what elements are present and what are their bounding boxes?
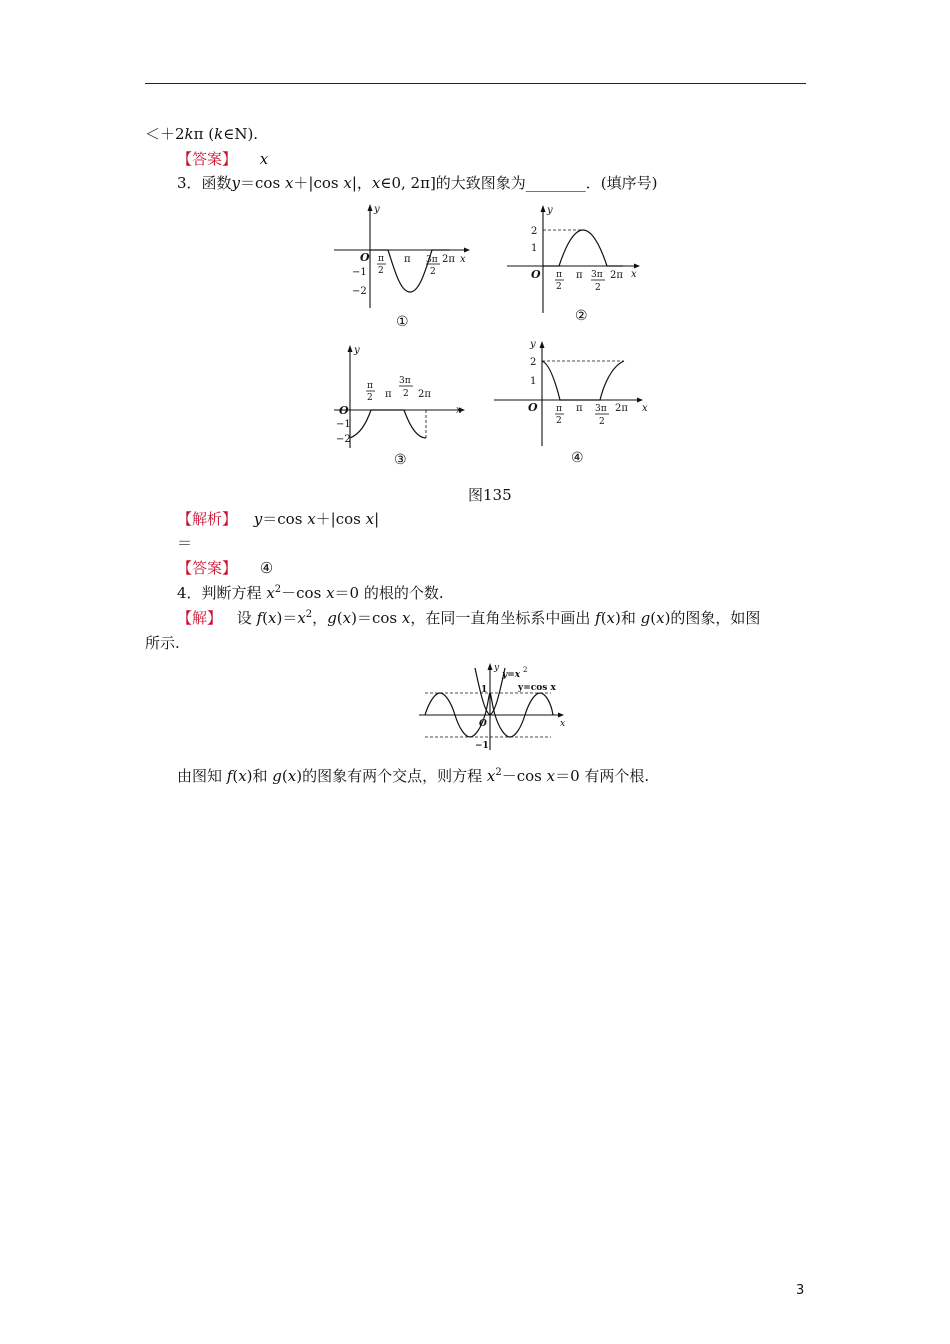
question-3: [177, 173, 658, 193]
origin-label: O: [479, 719, 487, 729]
axis-label-x: x: [460, 254, 466, 265]
axis-label-y: y: [530, 339, 536, 350]
superscript: 2: [523, 666, 528, 674]
text-var: x: [342, 609, 352, 627]
tick-label: π: [378, 254, 384, 264]
analysis-line: [177, 509, 379, 529]
text-var: x: [365, 510, 375, 528]
solution-line-2: 所示.: [145, 634, 180, 652]
text-fragment: ＋|cos: [293, 174, 344, 192]
graph-4: [490, 338, 660, 468]
tick-label: 2: [556, 416, 562, 426]
tick-label: π: [367, 381, 373, 391]
origin-label: O: [360, 251, 370, 264]
answer-line-1: [177, 149, 268, 169]
text-var: x: [238, 767, 247, 785]
page-number: 3: [796, 1283, 805, 1298]
tick-label: 2: [531, 226, 538, 237]
text-fragment: 由图知: [177, 767, 227, 785]
tick-label: 2π: [442, 254, 455, 265]
text-fragment: 3．函数: [177, 174, 232, 192]
graph-3: [330, 340, 480, 470]
text-fragment: (: [281, 767, 288, 785]
tick-label: −1: [352, 267, 367, 278]
answer-text: ④: [259, 559, 274, 577]
origin-label: O: [528, 401, 538, 414]
graph-number: ②: [575, 308, 588, 324]
tick-label: 1: [530, 376, 537, 387]
graph-number: ④: [571, 450, 584, 466]
tick-label: 1: [531, 243, 538, 254]
text-fragment: ＝cos: [262, 510, 308, 528]
text-fragment: ∈N).: [223, 125, 259, 143]
tick-label: π: [556, 270, 562, 280]
tick-label: π: [576, 270, 583, 281]
text-fragment: ＝0 的根的个数.: [334, 584, 444, 602]
tick-label: 3π: [595, 404, 607, 414]
text-var: x: [284, 174, 294, 192]
text-fragment: ，: [312, 609, 328, 627]
text-fragment: ，在同一直角坐标系中画出: [410, 609, 596, 627]
tick-label: −2: [352, 286, 367, 297]
text-var: x: [326, 584, 335, 602]
text-fragment: (: [600, 609, 607, 627]
tick-label: 2: [367, 393, 373, 403]
solution-line-1: [177, 608, 760, 628]
text-var: k: [214, 125, 224, 143]
origin-label: O: [531, 268, 541, 281]
axis-label-y: y: [354, 345, 360, 356]
text-fragment: －cos: [281, 584, 327, 602]
text-fragment: (: [336, 609, 343, 627]
text-fragment: |，: [351, 174, 372, 192]
analysis-tag: 【解析】: [177, 510, 238, 528]
tick-label: 3π: [399, 376, 411, 386]
superscript: 2: [305, 609, 313, 620]
text-fragment: (: [262, 609, 268, 627]
text-fragment: ＜＋2: [145, 125, 185, 143]
axis-label-y: y: [374, 204, 380, 215]
text-var: x: [297, 609, 306, 627]
text-var: x: [371, 174, 381, 192]
header-rule: [145, 83, 806, 84]
conclusion-line: [177, 766, 649, 786]
text-var: x: [401, 609, 411, 627]
tick-label: 2: [556, 282, 562, 292]
tick-label: 2: [403, 389, 409, 399]
text-var: x: [343, 174, 352, 192]
text-var: x: [266, 584, 275, 602]
graph-number: ③: [394, 452, 407, 468]
intersection-figure: [415, 660, 575, 752]
text-fragment: )＝cos: [351, 609, 402, 627]
superscript: 2: [274, 584, 282, 595]
text-var: x: [656, 609, 665, 627]
tick-label: −1: [336, 419, 351, 430]
curve-label-cosine: y=cos x: [518, 683, 556, 693]
text-fragment: 4．判断方程: [177, 584, 267, 602]
text-fragment: )的图象，如图: [664, 609, 761, 627]
tick-label: 2: [595, 283, 601, 293]
text-var: f: [226, 767, 233, 785]
text-var: x: [287, 767, 297, 785]
tick-label: 2: [430, 267, 436, 277]
text-var: x: [546, 767, 556, 785]
text-var: x: [606, 609, 616, 627]
text-var: g: [272, 767, 282, 785]
equals-line: ＝: [177, 534, 193, 552]
tick-label: 1: [481, 685, 488, 695]
text-fragment: ＝0 有两个根.: [555, 767, 650, 785]
tick-label: 2π: [418, 389, 431, 400]
axis-label-y: y: [547, 205, 553, 216]
axis-label-y: y: [494, 663, 500, 673]
text-line-1: [145, 124, 258, 144]
text-var: f: [595, 609, 601, 627]
text-fragment: (: [650, 609, 657, 627]
axis-label-x: x: [456, 405, 462, 416]
origin-label: O: [339, 404, 349, 417]
text-fragment: )和: [615, 609, 641, 627]
tick-label: 2π: [610, 270, 623, 281]
text-fragment: ＋|cos: [315, 510, 366, 528]
answer-tag: 【答案】: [177, 150, 238, 168]
text-fragment: |: [374, 510, 380, 528]
tick-label: −2: [336, 434, 351, 445]
tick-label: 2: [530, 357, 537, 368]
text-fragment: －cos: [501, 767, 547, 785]
text-var: x: [268, 609, 277, 627]
tick-label: −1: [475, 741, 489, 751]
superscript: 2: [495, 767, 502, 778]
tick-label: π: [576, 403, 583, 414]
text-fragment: ＝cos: [240, 174, 285, 192]
text-fragment: )和: [246, 767, 273, 785]
text-fragment: )的图象有两个交点，则方程: [296, 767, 487, 785]
graph-1: [330, 198, 480, 333]
tick-label: 3π: [591, 270, 603, 280]
tick-label: 2: [599, 417, 605, 427]
tick-label: 2π: [615, 403, 628, 414]
text-var: k: [184, 125, 194, 143]
solution-tag: 【解】: [177, 609, 223, 627]
text-fragment: π (: [193, 125, 215, 143]
text-fragment: )＝: [276, 609, 298, 627]
text-var: x: [307, 510, 316, 528]
tick-label: 2: [378, 266, 384, 276]
text-var: x: [486, 767, 496, 785]
text-fragment: ∈0, 2π]的大致图象为________．(填序号): [380, 174, 658, 192]
axis-label-x: x: [642, 403, 648, 414]
tick-label: 3π: [426, 255, 438, 265]
graph-2: [503, 198, 653, 333]
text-fragment: 设: [236, 609, 257, 627]
tick-label: π: [556, 404, 562, 414]
axis-label-x: x: [631, 269, 637, 280]
answer-tag: 【答案】: [177, 559, 238, 577]
text-var: g: [327, 609, 337, 627]
answer-line-2: [177, 558, 273, 578]
graph-number: ①: [396, 314, 409, 330]
tick-label: π: [385, 389, 392, 400]
text-var: g: [640, 609, 651, 627]
tick-label: π: [404, 254, 411, 265]
text-var: y: [253, 510, 263, 528]
text-fragment: (: [232, 767, 239, 785]
question-4: [177, 583, 444, 603]
text-var: y: [231, 174, 241, 192]
text-var: f: [256, 609, 263, 627]
axis-label-x: x: [560, 719, 566, 729]
answer-text: x: [259, 150, 269, 168]
curve-label-parabola: y=x: [502, 670, 521, 680]
figure-caption: 图135: [468, 486, 512, 504]
